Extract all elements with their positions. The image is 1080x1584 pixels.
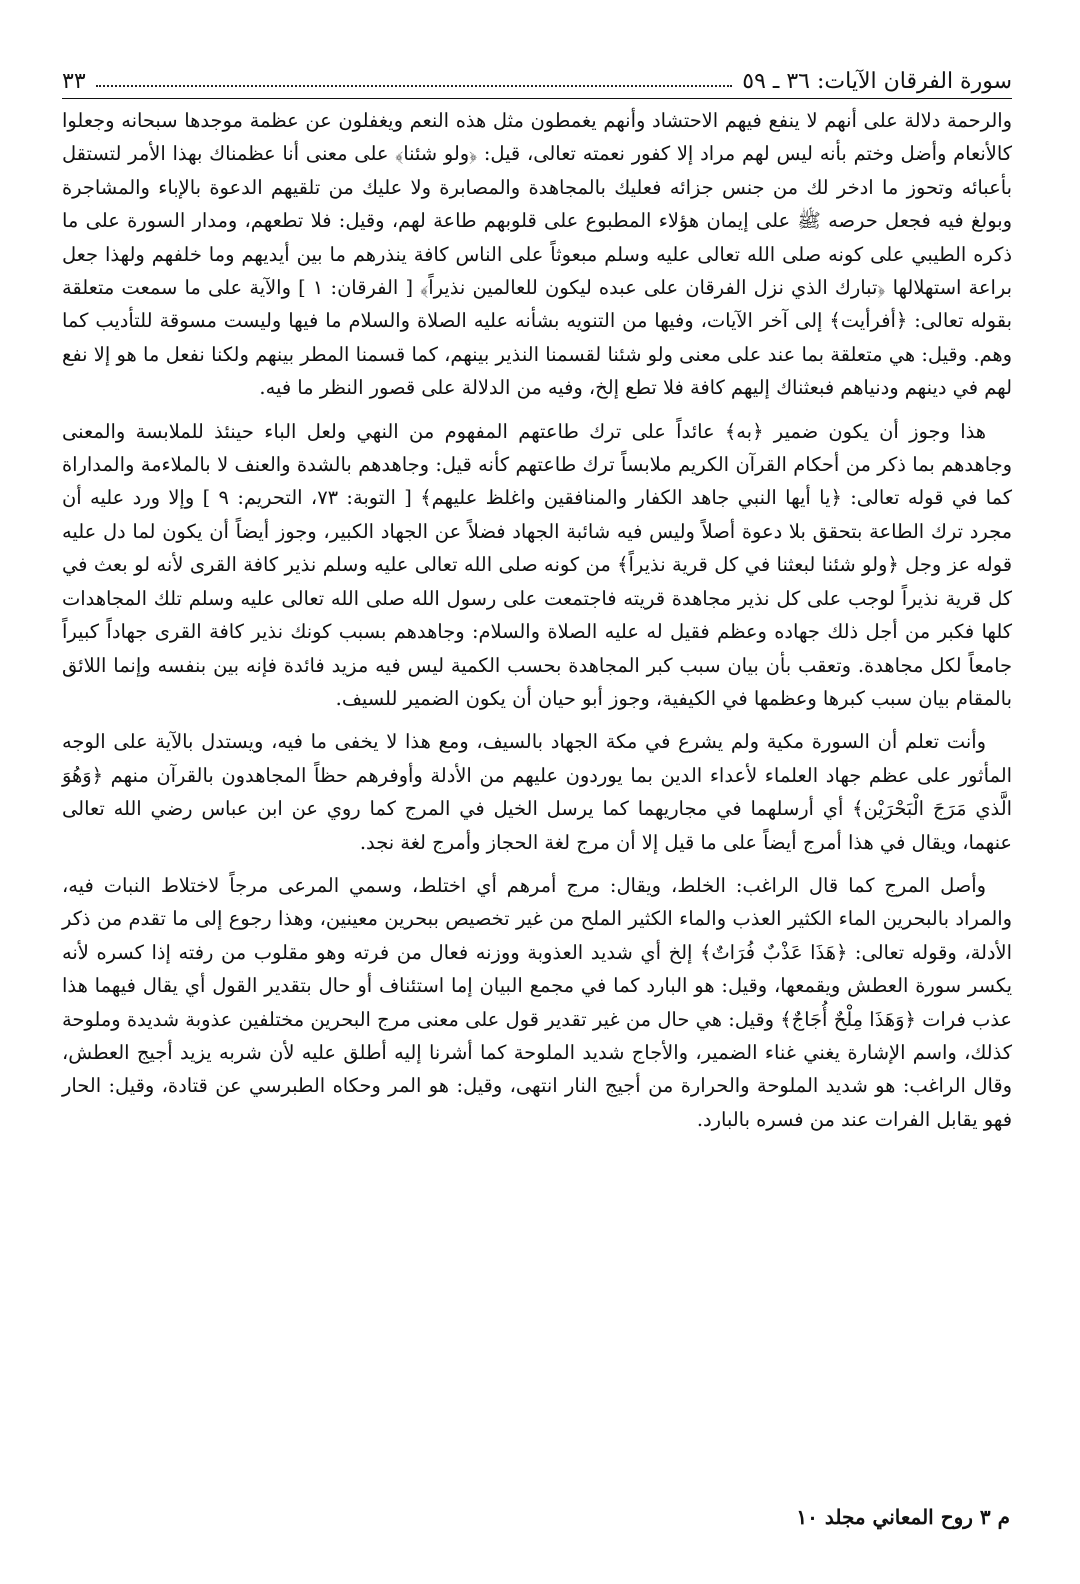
page-number: ٣٣ bbox=[62, 69, 86, 94]
surah-verse-title: سورة الفرقان الآيات: ٣٦ ـ ٥٩ bbox=[742, 69, 1012, 94]
header-dot-leader bbox=[96, 85, 733, 87]
volume-signature: م ٣ روح المعاني مجلد ١٠ bbox=[796, 1505, 1010, 1529]
paragraph-2: هذا وجوز أن يكون ضمير ﴿به﴾ عائداً على ترك طاعتهم المفهوم من النهي ولعل الباء حينئذ للملابسة والمعنى وجاهدهم بما ذكر من أحكام القرآن الكريم ملابساً ترك طاعتهم كأنه قيل: وجاهدهم بالشدة والعنف لا بالملاءمة والمداراة كما في قوله تعالى: ﴿يا أيها النبي جاهد الكفار والمنافقين واغلظ عليهم﴾ [ التوبة: ٧٣، التحريم: ٩ ] وإلا ورد عليه أن مجرد ترك الطاعة بتحقق بلا دعوة أصلاً وليس فيه شائبة الجهاد فضلاً عن الجهاد الكبير، وجوز أيضاً أن يكون لما دل عليه قوله عز وجل ﴿ولو شئنا لبعثنا في كل قرية نذيراً﴾ من كونه صلى الله تعالى عليه وسلم نذير كافة القرى لأنه لو بعث في كل قرية نذيراً لوجب على كل نذير مجاهدة قريته فاجتمعت على رسول الله صلى الله تعالى عليه وسلم تلك المجاهدات كلها فكبر من أجل ذلك جهاده وعظم فقيل له عليه الصلاة والسلام: وجاهدهم بسبب كونك نذير كافة القرى جهاداً كبيراً جامعاً لكل مجاهدة. وتعقب بأن بيان سبب كبر المجاهدة بحسب الكمية ليس فيه مزيد فائدة فإنه بين بنفسه وإنما اللائق بالمقام بيان سبب كبرها وعظمها في الكيفية، وجوز أبو حيان أن يكون الضمير للسيف. bbox=[62, 419, 1013, 710]
running-header bbox=[62, 54, 1012, 99]
commentary-text bbox=[62, 104, 1012, 1146]
paragraph-1: والرحمة دلالة على أنهم لا ينفع فيهم الاحتشاد وأنهم يغمطون مثل هذه النعم ويغفلون عن عظمة موجدها سبحانه وجعلوا كالأنعام وأضل وختم بأنه ليس لهم مراد إلا كفور نعمته تعالى، قيل: ﴿ولو شئنا﴾ على معنى أنا عظمناك بهذا الأمر لتستقل بأعبائه وتحوز ما ادخر لك من جنس جزائه فعليك بالمجاهدة والمصابرة ولا عليك من تلقيهم الدعوة بالإباء والمشاجرة وبولغ فيه فجعل حرصه ﷺ على إيمان هؤلاء المطبوع على قلوبهم طاعة لهم، وقيل: فلا تطعهم، ومدار السورة على ما ذكره الطيبي على كونه صلى الله تعالى عليه وسلم مبعوثاً على الناس كافة ينذرهم ما بين أيديهم وما خلفهم ولهذا جعل براعة استهلالها ﴿تبارك الذي نزل الفرقان على عبده ليكون للعالمين نذيراً﴾ [ الفرقان: ١ ] والآية على ما سمعت متعلقة بقوله تعالى: ﴿أفرأيت﴾ إلى آخر الآيات، وفيها من التنويه بشأنه عليه الصلاة والسلام ما فيها وليست مسوقة للتأديب كما وهم. وقيل: هي متعلقة بما عند على معنى ولو شئنا لقسمنا النذير بينهم، كما قسمنا المطر بينهم ولكنا نفعل ما هو إلا نفع لهم في دينهم ودنياهم فبعثناك إليهم كافة فلا تطع إلخ، وفيه من الدلالة على قصور النظر ما فيه. bbox=[62, 109, 1012, 400]
paragraph-3: وأنت تعلم أن السورة مكية ولم يشرع في مكة الجهاد بالسيف، ومع هذا لا يخفى ما فيه، ويستدل بالآية على الوجه المأثور على عظم جهاد العلماء لأعداء الدين بما يوردون عليهم من الأدلة وأوفرهم حظاً المجاهدون بالقرآن منهم ﴿وَهُوَ الَّذي مَرَجَ الْبَحْرَيْن﴾ أي أرسلهما في مجاريهما كما يرسل الخيل في المرج كما روي عن ابن عباس رضي الله تعالى عنهما، ويقال في هذا أمرج أيضاً على ما قيل إلا أن مرج لغة الحجاز وأمرج لغة نجد. bbox=[62, 730, 1012, 854]
paragraph-4: وأصل المرج كما قال الراغب: الخلط، ويقال: مرج أمرهم أي اختلط، وسمي المرعى مرجاً لاختلاط النبات فيه، والمراد بالبحرين الماء الكثير العذب والماء الكثير الملح من غير تخصيص ببحرين معينين، وهذا رجوع إلى ما تقدم من ذكر الأدلة، وقوله تعالى: ﴿هَذَا عَذْبٌ فُرَاتٌ﴾ إلخ أي شديد العذوبة ووزنه فعال من فرته وهو مقلوب من رفته إذا كسره لأنه يكسر سورة العطش ويقمعها، وقيل: هو البارد كما في مجمع البيان إما استئناف أو حال بتقدير القول أي يقال فيهما هذا عذب فرات ﴿وَهَذَا مِلْحٌ أُجَاجٌ﴾ وقيل: هي حال من غير تقدير قول على معنى مرج البحرين مختلفين عذوبة شديدة وملوحة كذلك، واسم الإشارة يغني غناء الضمير، والأجاج شديد الملوحة كما أشرنا إليه أطلق عليه لأن شربه يزيد أجيج العطش، وقال الراغب: هو شديد الملوحة والحرارة من أجيج النار انتهى، وقيل: هو المر وحكاه الطبرسي عن قتادة، وقيل: الحار فهو يقابل الفرات عند من فسره بالبارد. bbox=[62, 873, 1012, 1131]
